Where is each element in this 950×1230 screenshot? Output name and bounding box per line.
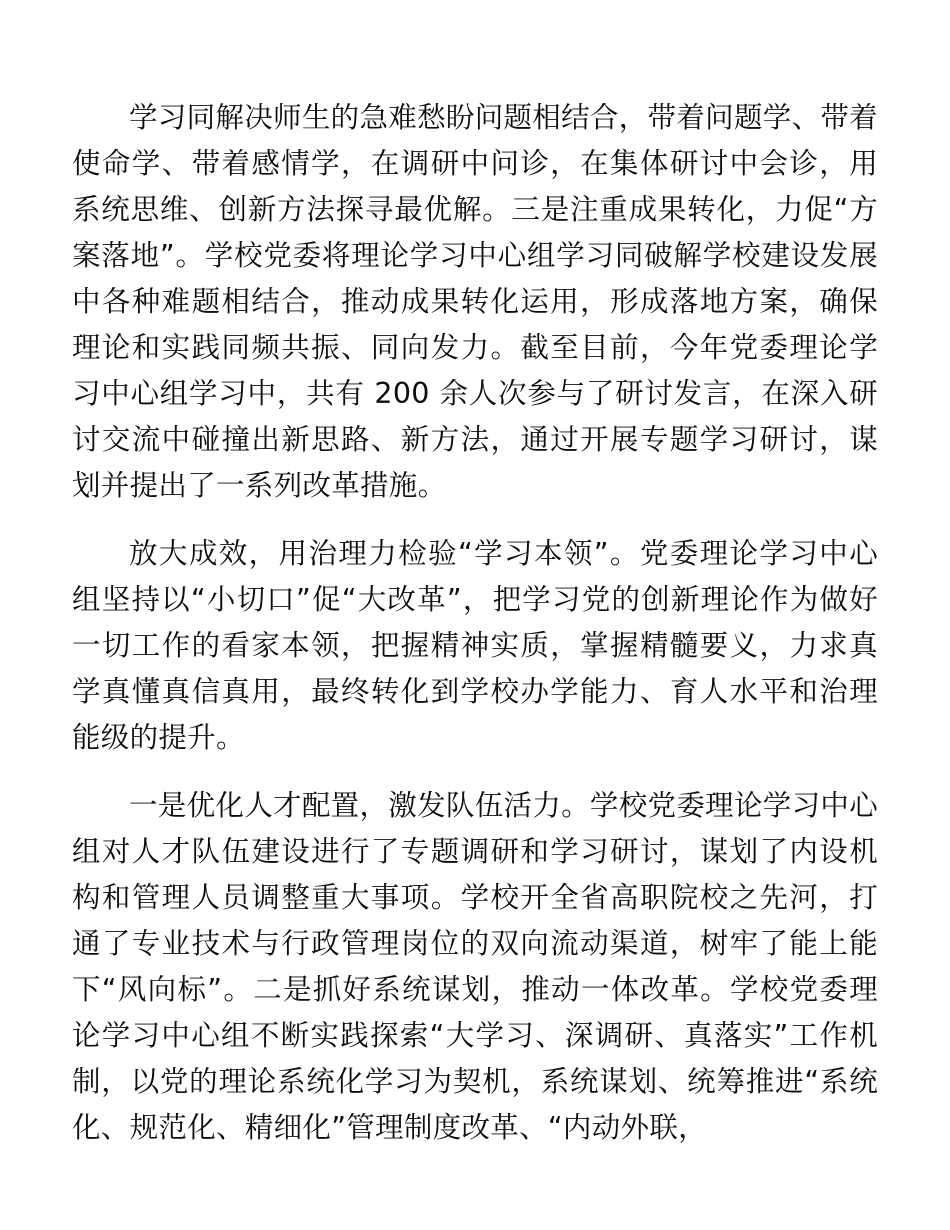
paragraph-1: 学习同解决师生的急难愁盼问题相结合，带着问题学、带着使命学、带着感情学，在调研中问诊，在集体研讨中会诊，用系统思维、创新方法探寻最优解。三是注重成果转化，力促“方案落地”。学校党委将理论学习中心组学习同破解学校建设发展中各种难题相结合，推动成果转化运用，形成落地方案，确保理论和实践同频共振、同向发力。截至目前，今年党委理论学习中心组学习中，共有 200 余人次参与了研讨发言，在深入研讨交流中碰撞出新思路、新方法，通过开展专题学习研讨，谋划并提出了一系列改革措施。 (72, 101, 878, 502)
paragraph-2: 放大成效，用治理力检验“学习本领”。党委理论学习中心组坚持以“小切口”促“大改革”，把学习党的创新理论作为做好一切工作的看家本领，把握精神实质，掌握精髓要义，力求真学真懂真信真用，最终转化到学校办学能力、育人水平和治理能级的提升。 (72, 537, 878, 754)
document-body (72, 95, 878, 1151)
paragraph-3: 一是优化人才配置，激发队伍活力。学校党委理论学习中心组对人才队伍建设进行了专题调研和学习研讨，谋划了内设机构和管理人员调整重大事项。学校开全省高职院校之先河，打通了专业技术与行政管理岗位的双向流动渠道，树牢了能上能下“风向标”。二是抓好系统谋划，推动一体改革。学校党委理论学习中心组不断实践探索“大学习、深调研、真落实”工作机制，以党的理论系统化学习为契机，系统谋划、统筹推进“系统化、规范化、精细化”管理制度改革、“内动外联， (72, 789, 878, 1144)
